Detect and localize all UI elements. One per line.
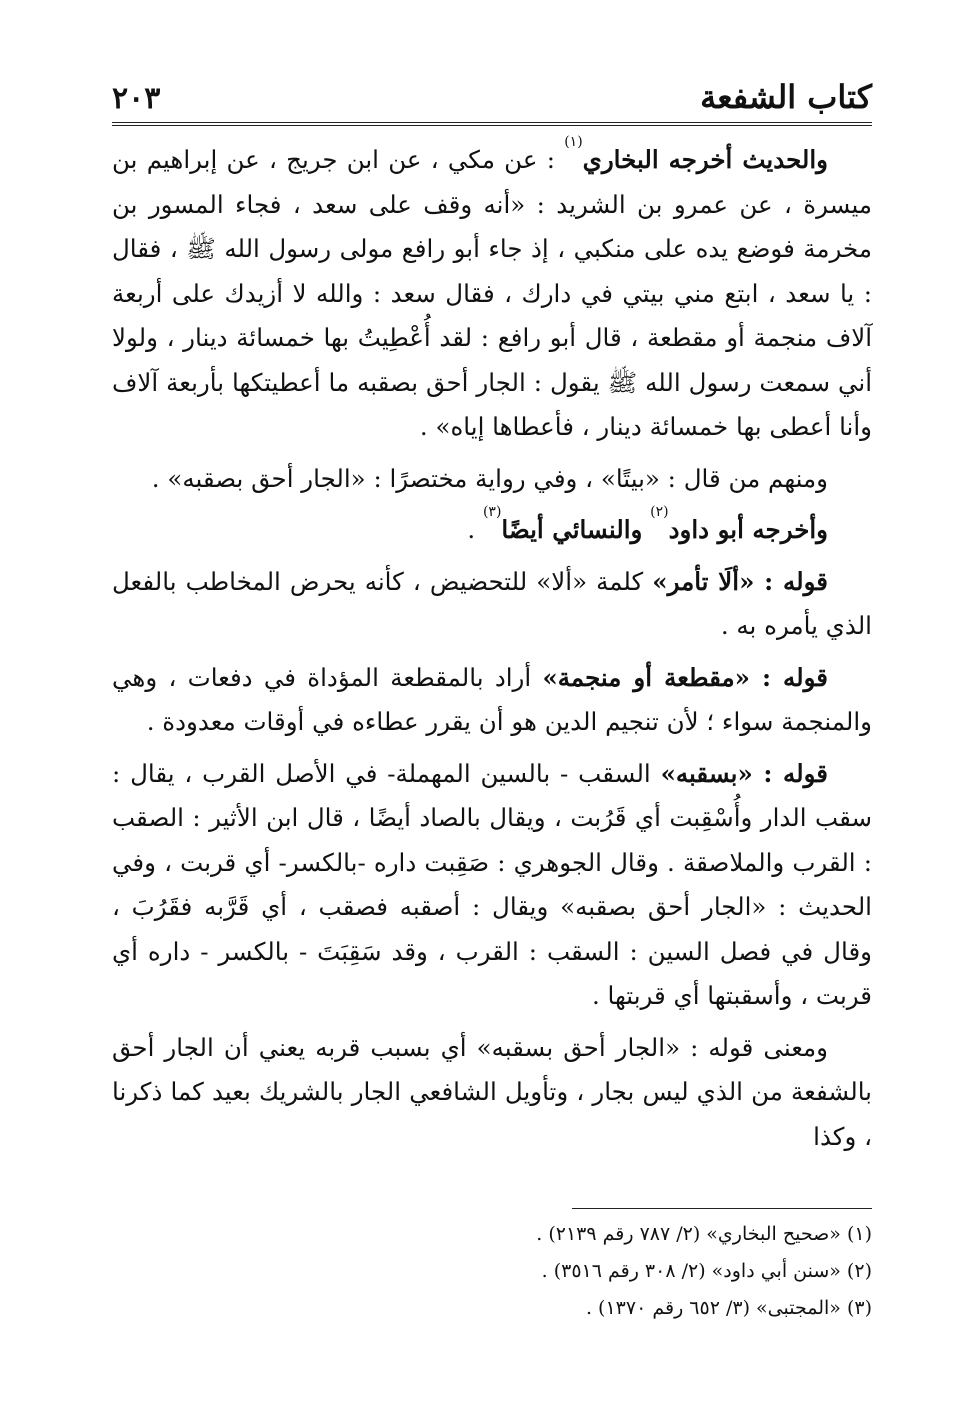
paragraph-1-lead: والحديث أخرجه البخاري (582, 145, 828, 174)
paragraph-1 (112, 134, 872, 450)
page-header (112, 70, 872, 126)
paragraph-1-text: : عن مكي ، عن ابن جريج ، عن إبراهيم بن ميسرة ، عن عمرو بن الشريد : «أنه وقف على سعد ، فجاء المسور بن مخرمة فوضع يده على منكبي ، إذ جاء أبو رافع مولى رسول الله ﷺ ، فقال : يا سعد ، ابتع مني بيتي في دارك ، فقال سعد : والله لا أزيدك على أربعة آلاف منجمة أو مقطعة ، قال أبو رافع : لقد أُعْطِيتُ بها خمسائة دينار ، ولولا أني سمعت رسول الله ﷺ يقول : الجار أحق بصقبه ما أعطيتكها بأربعة آلاف وأنا أعطى بها خمسائة دينار ، فأعطاها إياه» . (112, 145, 872, 441)
footnote-separator (572, 1208, 872, 1209)
paragraph-2-text: ومنهم من قال : «بيتًا» ، وفي رواية مختصرًا : «الجار أحق بصقبه» . (151, 463, 828, 493)
footnote-ref-2: (٢) (650, 504, 669, 520)
paragraph-3-lead-2: والنسائي أيضًا (501, 515, 643, 544)
paragraph-5-lead: قوله : «مقطعة أو منجمة» (542, 662, 828, 692)
paragraph-5 (112, 656, 872, 745)
paragraph-4-lead: قوله : «ألَا تأمر» (652, 566, 828, 596)
footnote-ref-3: (٣) (482, 504, 502, 520)
paragraph-4 (112, 560, 872, 649)
paragraph-7-text: ومعنى قوله : «الجار أحق بسقبه» أي بسبب قربه يعني أن الجار أحق بالشفعة من الذي ليس بجار ، وتأويل الشافعي الجار بالشريك بعيد كما ذكرنا ، وكذا (112, 1032, 872, 1151)
paragraph-3-lead: وأخرجه أبو داود (668, 515, 828, 544)
page-number: ٢٠٣ (112, 81, 161, 116)
paragraph-6-text: السقب - بالسين المهملة- في الأصل القرب ، يقال : سقب الدار وأُسْقِبت أي قَرُبت ، ويقال بالصاد أيضًا ، قال ابن الأثير : الصقب : القرب والملاصقة . وقال الجوهري : صَقِبت داره -بالكسر- أي قربت ، وفي الحديث : «الجار أحق بصقبه» ويقال : أصقبه فصقب ، أي قَرَّبه فقَرُبَ ، وقال في فصل السين : السقب : القرب ، وقد سَقِبَتَ - بالكسر - داره أي قربت ، وأسقبتها أي قربتها . (112, 758, 872, 1010)
paragraph-3 (112, 504, 872, 553)
footnote-2: (٢) «سنن أبي داود» (٢/ ٣٠٨ رقم ٣٥١٦) . (541, 1260, 872, 1282)
paragraph-5-text: أراد بالمقطعة المؤداة في دفعات ، وهي والمنجمة سواء ؛ لأن تنجيم الدين هو أن يقرر عطاءه في أوقات معدودة . (112, 662, 872, 736)
paragraph-2 (112, 457, 872, 502)
footnote-3: (٣) «المجتبى» (٣/ ٦٥٢ رقم ١٣٧٠) . (585, 1297, 872, 1319)
paragraph-3-text: . (467, 515, 476, 544)
paragraph-4-text: كلمة «ألا» للتحضيض ، كأنه يحرض المخاطب بالفعل الذي يأمره به . (112, 566, 872, 640)
footnotes (112, 1216, 872, 1327)
paragraph-7 (112, 1026, 872, 1160)
chapter-title: كتاب الشفعة (700, 78, 872, 116)
paragraph-6 (112, 752, 872, 1019)
main-text (112, 134, 872, 1166)
footnote-1: (١) «صحيح البخاري» (٢/ ٧٨٧ رقم ٢١٣٩) . (536, 1223, 872, 1245)
footnote-ref-1: (١) (564, 134, 583, 150)
paragraph-6-lead: قوله : «بسقبه» (660, 758, 829, 788)
